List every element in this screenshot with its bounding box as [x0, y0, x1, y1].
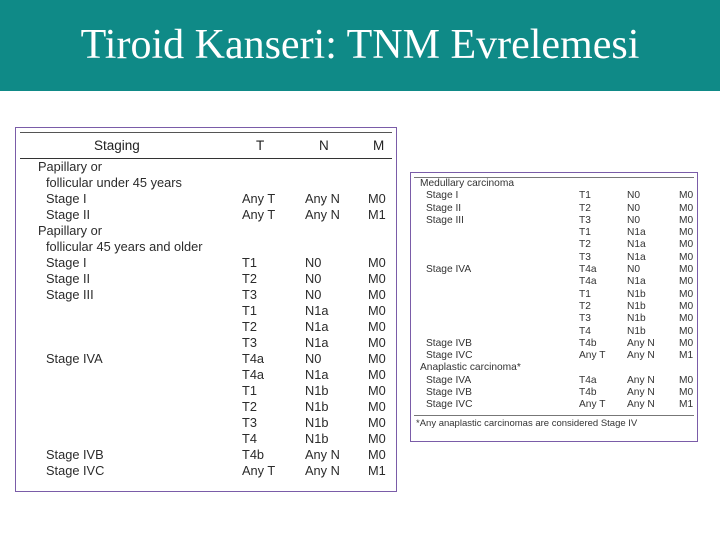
stage-cell: Stage II: [46, 207, 91, 222]
n-cell: N0: [627, 214, 641, 226]
n-cell: Any N: [305, 447, 340, 462]
stage-cell: Stage IVB: [46, 447, 104, 462]
n-cell: N1b: [627, 313, 646, 325]
t-cell: T3: [579, 251, 591, 263]
m-cell: M1: [679, 350, 694, 362]
table-row: [20, 159, 392, 175]
header-n: N: [319, 138, 329, 153]
table-row: [20, 335, 392, 351]
t-cell: T2: [242, 271, 257, 286]
table-row: [414, 203, 694, 215]
table-row: [20, 351, 392, 367]
n-cell: N1b: [305, 383, 329, 398]
stage-cell: Stage IVA: [426, 374, 472, 386]
m-cell: M0: [368, 367, 386, 382]
n-cell: N1b: [305, 415, 329, 430]
table-row: [20, 415, 392, 431]
m-cell: M0: [368, 399, 386, 414]
n-cell: N1b: [305, 431, 329, 446]
t-cell: T1: [579, 288, 591, 300]
t-cell: T4: [579, 325, 591, 337]
table-row: [414, 289, 694, 301]
t-cell: T3: [242, 335, 257, 350]
n-cell: N1b: [627, 325, 646, 337]
m-cell: M0: [679, 190, 694, 202]
table-row: [414, 399, 694, 411]
m-cell: M0: [368, 271, 386, 286]
m-cell: M0: [679, 387, 694, 399]
n-cell: N1a: [627, 239, 646, 251]
table-row: [20, 255, 392, 271]
stage-cell: Anaplastic carcinoma*: [420, 362, 521, 374]
table-row: [414, 313, 694, 325]
table-row: [414, 276, 694, 288]
stage-cell: Stage I: [426, 190, 459, 202]
t-cell: T4b: [242, 447, 265, 462]
table-row: [20, 223, 392, 239]
stage-cell: Stage IVA: [46, 351, 103, 366]
m-cell: M0: [368, 287, 386, 302]
n-cell: Any N: [627, 350, 655, 362]
m-cell: M0: [368, 447, 386, 462]
table-row: [414, 178, 694, 190]
stage-cell: Stage I: [46, 255, 87, 270]
stage-cell: Stage III: [46, 287, 94, 302]
stage-cell: Stage III: [426, 214, 464, 226]
m-cell: M0: [679, 251, 694, 263]
staging-table-body: [414, 177, 694, 432]
stage-cell: Stage IVC: [426, 350, 473, 362]
staging-table-medullary-anaplastic: [410, 172, 698, 442]
table-row: [20, 399, 392, 415]
table-row: [414, 190, 694, 202]
header-t: T: [256, 138, 265, 153]
stage-cell: Stage IVC: [46, 463, 105, 478]
m-cell: M0: [679, 239, 694, 251]
header-m: M: [373, 138, 385, 153]
t-cell: T2: [579, 300, 591, 312]
table-row: [414, 239, 694, 251]
table-row: [20, 175, 392, 191]
m-cell: M0: [368, 351, 386, 366]
m-cell: M1: [368, 463, 386, 478]
staging-table-papillary-follicular: [15, 127, 397, 492]
m-cell: M0: [368, 335, 386, 350]
n-cell: N0: [627, 202, 641, 214]
t-cell: T1: [242, 383, 257, 398]
n-cell: Any N: [627, 399, 655, 411]
table-row: [20, 239, 392, 255]
slide-header: [0, 0, 720, 91]
stage-cell: Stage IVB: [426, 387, 472, 399]
table-row: [20, 271, 392, 287]
t-cell: Any T: [242, 207, 276, 222]
m-cell: M0: [679, 313, 694, 325]
stage-cell: Papillary or: [38, 223, 103, 238]
m-cell: M0: [679, 276, 694, 288]
table-row: [20, 463, 392, 479]
t-cell: Any T: [242, 191, 276, 206]
table-row: [414, 252, 694, 264]
table-row: [20, 287, 392, 303]
t-cell: T2: [242, 399, 257, 414]
t-cell: T4a: [242, 351, 265, 366]
n-cell: N0: [305, 351, 322, 366]
table-footnote: [414, 415, 694, 432]
m-cell: M0: [679, 337, 694, 349]
stage-cell: follicular under 45 years: [46, 175, 182, 190]
stage-cell: Stage IVA: [426, 264, 472, 276]
n-cell: N1b: [627, 300, 646, 312]
n-cell: N1a: [305, 319, 329, 334]
t-cell: T2: [579, 202, 591, 214]
m-cell: M0: [368, 383, 386, 398]
table-row: [414, 338, 694, 350]
footnote-text: *Any anaplastic carcinomas are considered Stage IV: [416, 417, 638, 429]
t-cell: T4a: [579, 264, 597, 276]
n-cell: Any N: [627, 387, 655, 399]
m-cell: M1: [679, 399, 694, 411]
t-cell: T4: [242, 431, 257, 446]
t-cell: Any T: [242, 463, 276, 478]
t-cell: T4a: [579, 374, 597, 386]
m-cell: M0: [679, 288, 694, 300]
stage-cell: Stage IVC: [426, 399, 473, 411]
t-cell: T4b: [579, 337, 597, 349]
table-row: [414, 362, 694, 374]
n-cell: N0: [627, 190, 641, 202]
m-cell: M0: [679, 300, 694, 312]
t-cell: T3: [579, 214, 591, 226]
stage-cell: Stage I: [46, 191, 87, 206]
table-row: [414, 301, 694, 313]
stage-cell: Stage II: [426, 202, 462, 214]
header-staging: Staging: [94, 138, 140, 153]
n-cell: N1a: [305, 303, 329, 318]
table-row: [414, 387, 694, 399]
table-row: [20, 191, 392, 207]
m-cell: M0: [679, 325, 694, 337]
table-row: [414, 227, 694, 239]
t-cell: T2: [579, 239, 591, 251]
n-cell: N0: [627, 264, 641, 276]
m-cell: M0: [679, 227, 694, 239]
table-row: [20, 319, 392, 335]
n-cell: N1a: [627, 251, 646, 263]
n-cell: N1a: [305, 335, 329, 350]
stage-cell: follicular 45 years and older: [46, 239, 203, 254]
table-row: [414, 264, 694, 276]
n-cell: Any N: [627, 337, 655, 349]
n-cell: N0: [305, 287, 322, 302]
m-cell: M0: [368, 431, 386, 446]
m-cell: M0: [368, 191, 386, 206]
m-cell: M0: [368, 319, 386, 334]
table-row: [414, 350, 694, 362]
table-row: [20, 431, 392, 447]
m-cell: M0: [679, 374, 694, 386]
table-header-row: [20, 133, 392, 159]
table-row: [414, 375, 694, 387]
t-cell: Any T: [579, 350, 606, 362]
stage-cell: Stage II: [46, 271, 91, 286]
m-cell: M0: [368, 303, 386, 318]
m-cell: M0: [368, 255, 386, 270]
table-row: [20, 447, 392, 463]
t-cell: Any T: [579, 399, 606, 411]
t-cell: T4a: [579, 276, 597, 288]
table-rows: [414, 178, 694, 412]
m-cell: M0: [679, 202, 694, 214]
t-cell: T1: [242, 303, 257, 318]
m-cell: M0: [679, 214, 694, 226]
table-rows: [20, 159, 392, 479]
n-cell: Any N: [305, 207, 340, 222]
n-cell: N0: [305, 271, 322, 286]
t-cell: T3: [242, 415, 257, 430]
n-cell: N0: [305, 255, 322, 270]
staging-table-body: [20, 132, 392, 479]
n-cell: N1a: [305, 367, 329, 382]
t-cell: T4b: [579, 387, 597, 399]
table-row: [414, 215, 694, 227]
m-cell: M1: [368, 207, 386, 222]
n-cell: N1a: [627, 276, 646, 288]
n-cell: Any N: [627, 374, 655, 386]
n-cell: N1b: [305, 399, 329, 414]
t-cell: T1: [242, 255, 257, 270]
m-cell: M0: [368, 415, 386, 430]
table-row: [20, 367, 392, 383]
n-cell: Any N: [305, 463, 340, 478]
t-cell: T3: [242, 287, 257, 302]
n-cell: N1a: [627, 227, 646, 239]
m-cell: M0: [679, 264, 694, 276]
t-cell: T4a: [242, 367, 265, 382]
n-cell: Any N: [305, 191, 340, 206]
table-row: [20, 207, 392, 223]
table-row: [20, 383, 392, 399]
stage-cell: Papillary or: [38, 159, 103, 174]
n-cell: N1b: [627, 288, 646, 300]
t-cell: T1: [579, 190, 591, 202]
stage-cell: Medullary carcinoma: [420, 178, 514, 189]
t-cell: T2: [242, 319, 257, 334]
table-row: [414, 326, 694, 338]
t-cell: T1: [579, 227, 591, 239]
slide-title: Tiroid Kanseri: TNM Evrelemesi: [80, 22, 640, 68]
t-cell: T3: [579, 313, 591, 325]
table-row: [20, 303, 392, 319]
stage-cell: Stage IVB: [426, 337, 472, 349]
